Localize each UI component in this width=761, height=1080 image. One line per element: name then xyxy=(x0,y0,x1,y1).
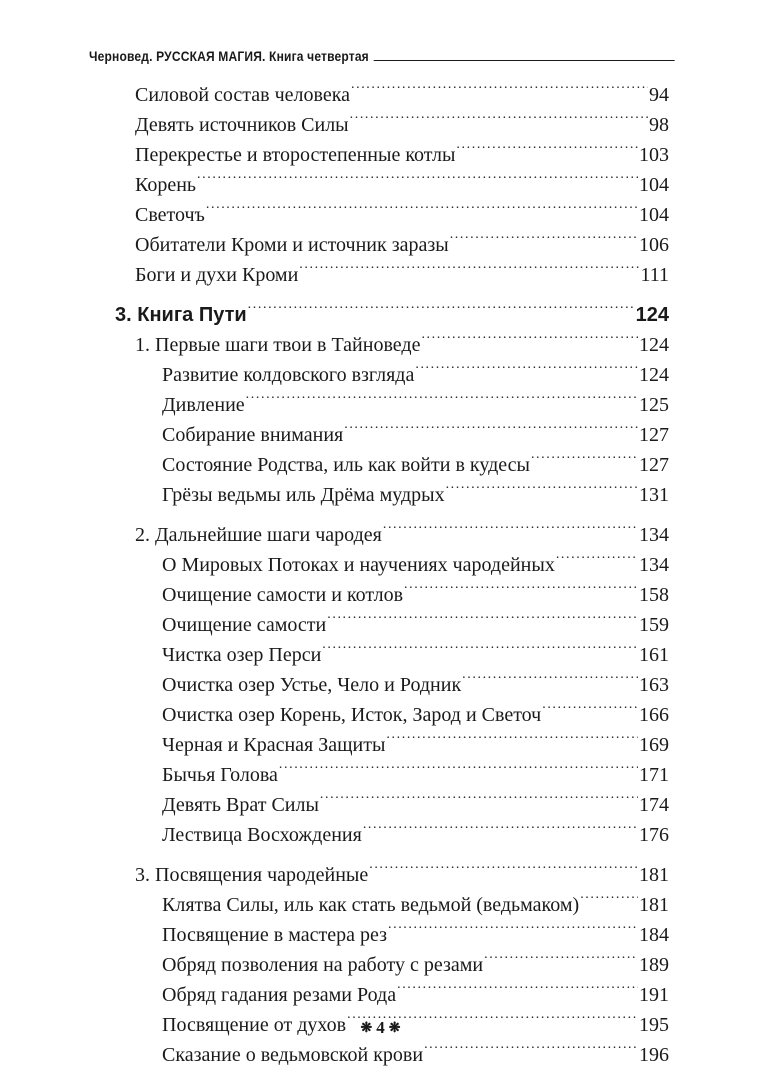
toc-leader xyxy=(350,111,648,131)
running-title: Черновед. РУССКАЯ МАГИЯ. Книга четвертая xyxy=(89,48,369,64)
toc-entry-page: 189 xyxy=(639,954,669,976)
toc-entry-page: 131 xyxy=(639,484,669,506)
toc-entry-page: 94 xyxy=(649,84,669,106)
toc-leader xyxy=(383,521,638,541)
toc-leader xyxy=(397,981,638,1001)
toc-leader xyxy=(388,921,638,941)
toc-entry-title: Обитатели Кроми и источник заразы xyxy=(135,234,449,256)
toc-entry-title: Лествица Восхождения xyxy=(162,824,362,846)
toc-leader xyxy=(386,731,638,751)
toc-entry[interactable] xyxy=(162,820,669,850)
toc-entry-page: 124 xyxy=(635,304,669,326)
toc-entry-page: 111 xyxy=(640,264,669,286)
toc-entry[interactable] xyxy=(135,260,669,290)
toc-entry-page: 195 xyxy=(639,1014,669,1036)
toc-entry-title: Дивление xyxy=(162,394,245,416)
toc-entry[interactable] xyxy=(162,670,669,700)
toc-entry-title: Очищение самости xyxy=(162,614,327,636)
toc-entry-page: 176 xyxy=(639,824,669,846)
running-head xyxy=(89,48,675,64)
toc-leader xyxy=(531,451,638,471)
toc-entry-title: Чистка озер Перси xyxy=(162,644,322,666)
toc-leader xyxy=(421,331,638,351)
toc-entry-title: Очистка озер Корень, Исток, Зарод и Светоч xyxy=(162,704,542,726)
header-rule xyxy=(374,60,675,61)
toc-entry-title: Состояние Родства, иль как войти в кудесы xyxy=(162,454,530,476)
toc-entry-title: 3. Книга Пути xyxy=(115,304,247,326)
toc-entry-title: О Мировых Потоках и научениях чародейных xyxy=(162,554,555,576)
page-number: 4 xyxy=(376,1018,385,1037)
toc-entry-page: 98 xyxy=(649,114,669,136)
toc-entry[interactable] xyxy=(135,200,669,230)
toc-leader xyxy=(351,81,648,101)
toc-entry-title: Силовой состав человека xyxy=(135,84,350,106)
toc-entry[interactable] xyxy=(162,550,669,580)
toc-entry-page: 169 xyxy=(639,734,669,756)
toc-entry[interactable] xyxy=(162,610,669,640)
toc-leader xyxy=(415,361,638,381)
toc-leader xyxy=(462,671,638,691)
toc-entry-page: 106 xyxy=(639,234,669,256)
toc-entry-page: 161 xyxy=(639,644,669,666)
toc-part-heading[interactable] xyxy=(115,300,669,330)
toc-entry-title: Светочъ xyxy=(135,204,205,226)
toc-leader xyxy=(456,141,638,161)
toc-entry-title: Девять источников Силы xyxy=(135,114,349,136)
page-number-footer xyxy=(0,1018,761,1038)
toc-entry-page: 134 xyxy=(639,554,669,576)
toc-entry-title: Посвящение в мастера рез xyxy=(162,924,387,946)
toc-leader xyxy=(279,761,638,781)
toc-entry-title: Очистка озер Устье, Чело и Родник xyxy=(162,674,462,696)
toc-entry[interactable] xyxy=(162,920,669,950)
toc-leader xyxy=(363,821,638,841)
toc-entry[interactable] xyxy=(162,890,669,920)
toc-entry-page: 171 xyxy=(639,764,669,786)
toc-entry-title: Боги и духи Кроми xyxy=(135,264,299,286)
toc-entry[interactable] xyxy=(162,480,669,510)
toc-entry-page: 127 xyxy=(639,424,669,446)
toc-entry[interactable] xyxy=(162,700,669,730)
toc-entry-page: 158 xyxy=(639,584,669,606)
toc-leader xyxy=(197,171,638,191)
toc-leader xyxy=(299,261,639,281)
toc-entry-title: Перекрестье и второстепенные котлы xyxy=(135,144,456,166)
toc-entry[interactable] xyxy=(135,110,669,140)
toc-entry-title: Черная и Красная Защиты xyxy=(162,734,386,756)
toc-leader xyxy=(322,641,638,661)
toc-section-heading[interactable] xyxy=(135,520,669,550)
toc-leader xyxy=(248,301,635,321)
toc-entry-page: 191 xyxy=(639,984,669,1006)
toc-leader xyxy=(424,1041,638,1061)
toc-entry-title: Посвящение от духов xyxy=(162,1014,347,1036)
toc-entry[interactable] xyxy=(162,790,669,820)
toc-entry-title: Сказание о ведьмовской крови xyxy=(162,1044,424,1066)
toc-entry-title: 3. Посвящения чародейные xyxy=(135,864,369,886)
ornament-right-icon: ❋ xyxy=(388,1020,401,1036)
toc-entry-title: Бычья Голова xyxy=(162,764,278,786)
toc-entry[interactable] xyxy=(162,980,669,1010)
toc-leader xyxy=(327,611,638,631)
toc-entry-title: Девять Врат Силы xyxy=(162,794,319,816)
toc-entry-page: 184 xyxy=(639,924,669,946)
toc-entry[interactable] xyxy=(162,420,669,450)
ornament-left-icon: ❋ xyxy=(360,1020,373,1036)
toc-entry-page: 159 xyxy=(639,614,669,636)
toc-entry[interactable] xyxy=(135,230,669,260)
toc-entry-page: 196 xyxy=(639,1044,669,1066)
toc-entry[interactable] xyxy=(162,730,669,760)
toc-entry-page: 103 xyxy=(639,144,669,166)
toc-entry-title: 1. Первые шаги твои в Тайноведе xyxy=(135,334,421,356)
toc-leader xyxy=(446,481,638,501)
toc-leader xyxy=(484,951,638,971)
toc-leader xyxy=(556,551,638,571)
toc-entry[interactable] xyxy=(135,80,669,110)
toc-section-heading[interactable] xyxy=(135,330,669,360)
toc-entry-page: 181 xyxy=(639,894,669,916)
toc-entry-page: 104 xyxy=(639,174,669,196)
toc-entry-page: 124 xyxy=(639,334,669,356)
toc-leader xyxy=(206,201,638,221)
toc-leader xyxy=(450,231,638,251)
toc-entry-title: Корень xyxy=(135,174,197,196)
toc-leader xyxy=(542,701,638,721)
toc-entry-title: Развитие колдовского взгляда xyxy=(162,364,415,386)
toc-entry[interactable] xyxy=(162,580,669,610)
toc-entry[interactable] xyxy=(162,360,669,390)
toc-entry-page: 166 xyxy=(639,704,669,726)
toc-entry[interactable] xyxy=(162,450,669,480)
toc-entry[interactable] xyxy=(162,950,669,980)
toc-entry-page: 134 xyxy=(639,524,669,546)
toc-entry-page: 124 xyxy=(639,364,669,386)
toc-entry-title: Обряд гадания резами Рода xyxy=(162,984,397,1006)
toc-entry[interactable] xyxy=(162,640,669,670)
toc-entry[interactable] xyxy=(135,170,669,200)
toc-section-heading[interactable] xyxy=(135,860,669,890)
toc-entry-title: 2. Дальнейшие шаги чародея xyxy=(135,524,382,546)
toc-entry-page: 163 xyxy=(639,674,669,696)
toc-entry[interactable] xyxy=(162,1040,669,1070)
toc-entry-title: Собирание внимания xyxy=(162,424,344,446)
toc-leader xyxy=(246,391,638,411)
toc-entry-page: 181 xyxy=(639,864,669,886)
toc-entry-page: 125 xyxy=(639,394,669,416)
toc-leader xyxy=(404,581,638,601)
toc-entry-page: 127 xyxy=(639,454,669,476)
toc-entry-title: Клятва Силы, иль как стать ведьмой (ведьмаком) xyxy=(162,894,580,916)
toc-entry-page: 104 xyxy=(639,204,669,226)
toc-entry-title: Очищение самости и котлов xyxy=(162,584,404,606)
toc-entry-title: Обряд позволения на работу с резами xyxy=(162,954,484,976)
toc-entry[interactable] xyxy=(135,140,669,170)
toc-leader xyxy=(369,861,638,881)
toc-leader xyxy=(344,421,638,441)
toc-leader xyxy=(320,791,638,811)
toc-entry-title: Грёзы ведьмы иль Дрёма мудрых xyxy=(162,484,445,506)
toc-entry[interactable] xyxy=(162,390,669,420)
toc-leader xyxy=(580,891,638,911)
toc-entry[interactable] xyxy=(162,760,669,790)
toc-entry-page: 174 xyxy=(639,794,669,816)
